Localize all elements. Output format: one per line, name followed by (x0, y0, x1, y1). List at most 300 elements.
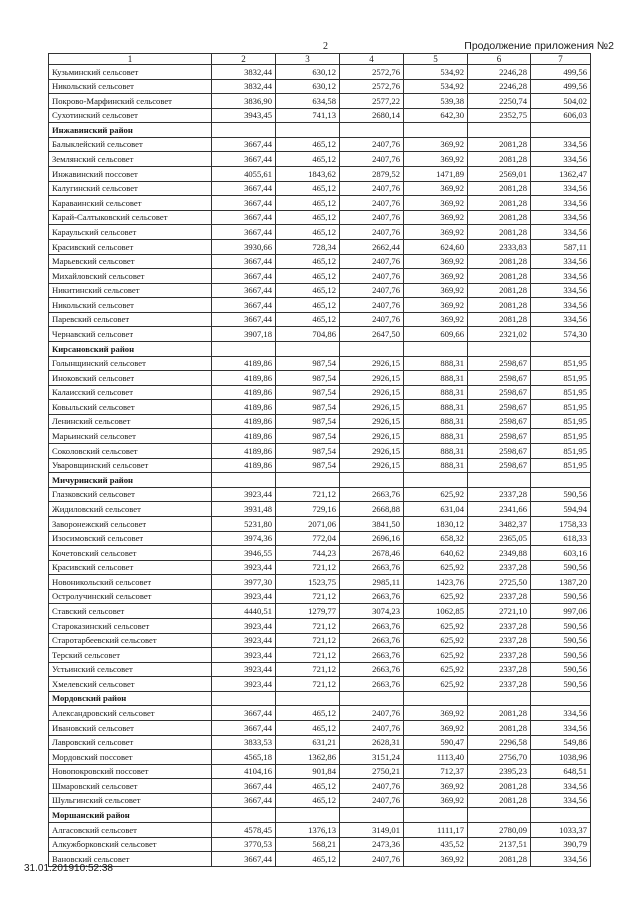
empty-cell (468, 123, 531, 138)
table-row (49, 575, 591, 590)
value-cell: 369,92 (404, 152, 468, 167)
value-cell: 987,54 (276, 429, 340, 444)
settlement-name: Соколовский сельсовет (49, 444, 212, 459)
value-cell: 568,21 (276, 837, 340, 852)
settlement-name: Красивский сельсовет (49, 560, 212, 575)
table-row (49, 458, 591, 473)
settlement-name: Покрово-Марфинский сельсовет (49, 94, 212, 109)
value-cell: 590,56 (531, 560, 591, 575)
value-cell: 2333,83 (468, 239, 531, 254)
value-cell: 2407,76 (340, 181, 404, 196)
settlement-name: Александровский сельсовет (49, 706, 212, 721)
settlement-name: Караульский сельсовет (49, 225, 212, 240)
settlement-name: Чернавский сельсовет (49, 327, 212, 342)
empty-cell (276, 473, 340, 488)
value-cell: 539,38 (404, 94, 468, 109)
value-cell: 334,56 (531, 312, 591, 327)
table-row (49, 181, 591, 196)
value-cell: 2081,28 (468, 298, 531, 313)
value-cell: 465,12 (276, 210, 340, 225)
value-cell: 2569,01 (468, 167, 531, 182)
value-cell: 4440,51 (212, 604, 276, 619)
value-cell: 4189,86 (212, 414, 276, 429)
value-cell: 3923,44 (212, 677, 276, 692)
settlement-name: Красивский сельсовет (49, 239, 212, 254)
empty-cell (531, 341, 591, 356)
value-cell: 369,92 (404, 196, 468, 211)
value-cell: 3667,44 (212, 852, 276, 867)
table-row (49, 750, 591, 765)
table-row (49, 662, 591, 677)
value-cell: 2337,28 (468, 677, 531, 692)
value-cell: 2407,76 (340, 210, 404, 225)
table-row (49, 502, 591, 517)
value-cell: 4578,45 (212, 823, 276, 838)
value-cell: 4189,86 (212, 429, 276, 444)
value-cell: 465,12 (276, 137, 340, 152)
empty-cell (276, 123, 340, 138)
district-name: Кирсановский район (49, 341, 212, 356)
settlement-name: Жидиловский сельсовет (49, 502, 212, 517)
value-cell: 1387,20 (531, 575, 591, 590)
value-cell: 369,92 (404, 852, 468, 867)
value-cell: 2572,76 (340, 65, 404, 80)
settlement-name: Шмаровский сельсовет (49, 779, 212, 794)
column-header: 6 (468, 54, 531, 65)
settlement-name: Калугинский сельсовет (49, 181, 212, 196)
value-cell: 2926,15 (340, 429, 404, 444)
value-cell: 2662,44 (340, 239, 404, 254)
value-cell: 3930,66 (212, 239, 276, 254)
empty-cell (468, 341, 531, 356)
value-cell: 590,47 (404, 735, 468, 750)
value-cell: 3832,44 (212, 79, 276, 94)
value-cell: 3667,44 (212, 283, 276, 298)
value-cell: 4189,86 (212, 356, 276, 371)
settlement-name: Новопокровский поссовет (49, 764, 212, 779)
table-row (49, 327, 591, 342)
value-cell: 334,56 (531, 298, 591, 313)
value-cell: 369,92 (404, 210, 468, 225)
value-cell: 2926,15 (340, 385, 404, 400)
settlement-name: Изосимовский сельсовет (49, 531, 212, 546)
table-row (49, 648, 591, 663)
table-row (49, 793, 591, 808)
value-cell: 888,31 (404, 444, 468, 459)
value-cell: 465,12 (276, 312, 340, 327)
value-cell: 625,92 (404, 618, 468, 633)
value-cell: 4104,16 (212, 764, 276, 779)
value-cell: 888,31 (404, 356, 468, 371)
value-cell: 465,12 (276, 196, 340, 211)
table-row (49, 516, 591, 531)
value-cell: 2598,67 (468, 371, 531, 386)
value-cell: 606,03 (531, 108, 591, 123)
value-cell: 631,04 (404, 502, 468, 517)
value-cell: 2598,67 (468, 400, 531, 415)
settlement-name: Устьинский сельсовет (49, 662, 212, 677)
value-cell: 2696,16 (340, 531, 404, 546)
settlement-name: Землянский сельсовет (49, 152, 212, 167)
value-cell: 721,12 (276, 677, 340, 692)
value-cell: 2407,76 (340, 298, 404, 313)
value-cell: 3836,90 (212, 94, 276, 109)
value-cell: 1830,12 (404, 516, 468, 531)
value-cell: 625,92 (404, 633, 468, 648)
value-cell: 2407,76 (340, 269, 404, 284)
value-cell: 594,94 (531, 502, 591, 517)
value-cell: 888,31 (404, 429, 468, 444)
value-cell: 369,92 (404, 721, 468, 736)
column-header: 5 (404, 54, 468, 65)
value-cell: 2246,28 (468, 65, 531, 80)
table-row (49, 560, 591, 575)
value-cell: 334,56 (531, 706, 591, 721)
empty-cell (276, 808, 340, 823)
value-cell: 465,12 (276, 721, 340, 736)
value-cell: 987,54 (276, 414, 340, 429)
value-cell: 658,32 (404, 531, 468, 546)
value-cell: 631,21 (276, 735, 340, 750)
empty-cell (340, 123, 404, 138)
table-row (49, 837, 591, 852)
settlement-name: Сухотинский сельсовет (49, 108, 212, 123)
value-cell: 3923,44 (212, 662, 276, 677)
empty-cell (404, 808, 468, 823)
value-cell: 2407,76 (340, 793, 404, 808)
value-cell: 888,31 (404, 385, 468, 400)
value-cell: 2572,76 (340, 79, 404, 94)
value-cell: 3923,44 (212, 487, 276, 502)
empty-cell (531, 123, 591, 138)
value-cell: 2395,23 (468, 764, 531, 779)
value-cell: 2663,76 (340, 662, 404, 677)
value-cell: 2668,88 (340, 502, 404, 517)
value-cell: 1113,40 (404, 750, 468, 765)
table-header-row (49, 54, 591, 65)
value-cell: 3667,44 (212, 269, 276, 284)
value-cell: 3074,23 (340, 604, 404, 619)
value-cell: 888,31 (404, 400, 468, 415)
value-cell: 2081,28 (468, 210, 531, 225)
settlement-name: Алгасовский сельсовет (49, 823, 212, 838)
value-cell: 1362,47 (531, 167, 591, 182)
value-cell: 1111,17 (404, 823, 468, 838)
value-cell: 2473,36 (340, 837, 404, 852)
value-cell: 3977,30 (212, 575, 276, 590)
value-cell: 590,56 (531, 677, 591, 692)
value-cell: 634,58 (276, 94, 340, 109)
value-cell: 3841,50 (340, 516, 404, 531)
value-cell: 2337,28 (468, 560, 531, 575)
district-name: Мичуринский район (49, 473, 212, 488)
table-row (49, 706, 591, 721)
value-cell: 465,12 (276, 181, 340, 196)
value-cell: 1758,33 (531, 516, 591, 531)
value-cell: 369,92 (404, 312, 468, 327)
value-cell: 851,95 (531, 385, 591, 400)
value-cell: 2081,28 (468, 152, 531, 167)
value-cell: 3667,44 (212, 779, 276, 794)
settlement-name: Алкужборковский сельсовет (49, 837, 212, 852)
value-cell: 1376,13 (276, 823, 340, 838)
table-row (49, 721, 591, 736)
table-row (49, 385, 591, 400)
value-cell: 625,92 (404, 677, 468, 692)
value-cell: 334,56 (531, 210, 591, 225)
value-cell: 465,12 (276, 254, 340, 269)
value-cell: 1038,96 (531, 750, 591, 765)
value-cell: 2663,76 (340, 487, 404, 502)
value-cell: 625,92 (404, 589, 468, 604)
value-cell: 334,56 (531, 283, 591, 298)
value-cell: 3667,44 (212, 721, 276, 736)
empty-cell (404, 123, 468, 138)
value-cell: 2598,67 (468, 444, 531, 459)
empty-cell (404, 691, 468, 706)
value-cell: 334,56 (531, 196, 591, 211)
value-cell: 3667,44 (212, 196, 276, 211)
value-cell: 4565,18 (212, 750, 276, 765)
value-cell: 987,54 (276, 385, 340, 400)
value-cell: 334,56 (531, 152, 591, 167)
value-cell: 3974,36 (212, 531, 276, 546)
value-cell: 609,66 (404, 327, 468, 342)
settlement-name: Староказинский сельсовет (49, 618, 212, 633)
value-cell: 772,04 (276, 531, 340, 546)
value-cell: 2296,58 (468, 735, 531, 750)
value-cell: 465,12 (276, 706, 340, 721)
value-cell: 2081,28 (468, 181, 531, 196)
value-cell: 2081,28 (468, 254, 531, 269)
settlement-name: Балыклейский сельсовет (49, 137, 212, 152)
value-cell: 369,92 (404, 706, 468, 721)
table-row (49, 633, 591, 648)
settlement-name: Иноковский сельсовет (49, 371, 212, 386)
table-row (49, 298, 591, 313)
settlement-name: Хмелевский сельсовет (49, 677, 212, 692)
settlement-name: Новоникольский сельсовет (49, 575, 212, 590)
district-name: Моршанский район (49, 808, 212, 823)
value-cell: 640,62 (404, 546, 468, 561)
value-cell: 465,12 (276, 269, 340, 284)
value-cell: 2407,76 (340, 706, 404, 721)
empty-cell (404, 341, 468, 356)
value-cell: 2598,67 (468, 429, 531, 444)
value-cell: 2926,15 (340, 414, 404, 429)
settlement-name: Уваровщинский сельсовет (49, 458, 212, 473)
value-cell: 334,56 (531, 254, 591, 269)
value-cell: 465,12 (276, 779, 340, 794)
table-row (49, 225, 591, 240)
table-row (49, 210, 591, 225)
value-cell: 3923,44 (212, 648, 276, 663)
value-cell: 3667,44 (212, 210, 276, 225)
value-cell: 3923,44 (212, 633, 276, 648)
value-cell: 2926,15 (340, 371, 404, 386)
table-row (49, 618, 591, 633)
value-cell: 2598,67 (468, 458, 531, 473)
value-cell: 5231,80 (212, 516, 276, 531)
value-cell: 2598,67 (468, 385, 531, 400)
table-row (49, 487, 591, 502)
settlement-name: Марьинский сельсовет (49, 429, 212, 444)
table-row (49, 65, 591, 80)
empty-cell (340, 808, 404, 823)
district-row (49, 691, 591, 706)
column-header: 2 (212, 54, 276, 65)
value-cell: 2081,28 (468, 225, 531, 240)
settlement-name: Терский сельсовет (49, 648, 212, 663)
value-cell: 465,12 (276, 298, 340, 313)
value-cell: 590,56 (531, 633, 591, 648)
table-row (49, 444, 591, 459)
value-cell: 3667,44 (212, 225, 276, 240)
tariff-table (48, 53, 591, 867)
value-cell: 987,54 (276, 458, 340, 473)
value-cell: 2663,76 (340, 648, 404, 663)
value-cell: 851,95 (531, 400, 591, 415)
value-cell: 2081,28 (468, 269, 531, 284)
value-cell: 2407,76 (340, 312, 404, 327)
column-header: 4 (340, 54, 404, 65)
value-cell: 1843,62 (276, 167, 340, 182)
value-cell: 2598,67 (468, 356, 531, 371)
value-cell: 334,56 (531, 181, 591, 196)
value-cell: 2081,28 (468, 793, 531, 808)
value-cell: 2407,76 (340, 137, 404, 152)
settlement-name: Лавровский сельсовет (49, 735, 212, 750)
value-cell: 2407,76 (340, 254, 404, 269)
settlement-name: Голынщинский сельсовет (49, 356, 212, 371)
value-cell: 369,92 (404, 283, 468, 298)
value-cell: 590,56 (531, 487, 591, 502)
value-cell: 3946,55 (212, 546, 276, 561)
table-row (49, 852, 591, 867)
value-cell: 1471,89 (404, 167, 468, 182)
district-name: Мордовский район (49, 691, 212, 706)
value-cell: 624,60 (404, 239, 468, 254)
value-cell: 2926,15 (340, 356, 404, 371)
value-cell: 4055,61 (212, 167, 276, 182)
value-cell: 2137,51 (468, 837, 531, 852)
value-cell: 465,12 (276, 225, 340, 240)
value-cell: 2721,10 (468, 604, 531, 619)
table-row (49, 779, 591, 794)
value-cell: 3770,53 (212, 837, 276, 852)
value-cell: 369,92 (404, 137, 468, 152)
table-row (49, 137, 591, 152)
table-row (49, 356, 591, 371)
value-cell: 574,30 (531, 327, 591, 342)
value-cell: 2663,76 (340, 560, 404, 575)
value-cell: 2678,46 (340, 546, 404, 561)
value-cell: 729,16 (276, 502, 340, 517)
value-cell: 2081,28 (468, 312, 531, 327)
table-row (49, 589, 591, 604)
value-cell: 2407,76 (340, 852, 404, 867)
empty-cell (340, 341, 404, 356)
value-cell: 1523,75 (276, 575, 340, 590)
table-row (49, 108, 591, 123)
value-cell: 334,56 (531, 721, 591, 736)
value-cell: 851,95 (531, 444, 591, 459)
value-cell: 2985,11 (340, 575, 404, 590)
empty-cell (468, 473, 531, 488)
value-cell: 888,31 (404, 371, 468, 386)
value-cell: 4189,86 (212, 385, 276, 400)
table-row (49, 677, 591, 692)
value-cell: 2663,76 (340, 589, 404, 604)
value-cell: 2926,15 (340, 458, 404, 473)
value-cell: 2250,74 (468, 94, 531, 109)
value-cell: 465,12 (276, 793, 340, 808)
value-cell: 721,12 (276, 589, 340, 604)
value-cell: 590,56 (531, 662, 591, 677)
settlement-name: Заворонежский сельсовет (49, 516, 212, 531)
table-row (49, 167, 591, 182)
value-cell: 851,95 (531, 356, 591, 371)
value-cell: 997,06 (531, 604, 591, 619)
settlement-name: Ивановский сельсовет (49, 721, 212, 736)
value-cell: 590,56 (531, 589, 591, 604)
table-row (49, 269, 591, 284)
value-cell: 741,13 (276, 108, 340, 123)
value-cell: 2756,70 (468, 750, 531, 765)
value-cell: 721,12 (276, 662, 340, 677)
value-cell: 987,54 (276, 400, 340, 415)
table-row (49, 94, 591, 109)
value-cell: 2321,02 (468, 327, 531, 342)
value-cell: 2407,76 (340, 283, 404, 298)
value-cell: 369,92 (404, 181, 468, 196)
value-cell: 2598,67 (468, 414, 531, 429)
value-cell: 2337,28 (468, 487, 531, 502)
table-row (49, 239, 591, 254)
table-row (49, 371, 591, 386)
value-cell: 3151,24 (340, 750, 404, 765)
value-cell: 2577,22 (340, 94, 404, 109)
value-cell: 2926,15 (340, 400, 404, 415)
value-cell: 2337,28 (468, 618, 531, 633)
value-cell: 618,33 (531, 531, 591, 546)
value-cell: 642,30 (404, 108, 468, 123)
value-cell: 728,34 (276, 239, 340, 254)
value-cell: 3149,01 (340, 823, 404, 838)
value-cell: 2407,76 (340, 152, 404, 167)
value-cell: 1423,76 (404, 575, 468, 590)
table-row (49, 254, 591, 269)
value-cell: 2407,76 (340, 721, 404, 736)
value-cell: 625,92 (404, 662, 468, 677)
value-cell: 625,92 (404, 560, 468, 575)
value-cell: 2407,76 (340, 225, 404, 240)
value-cell: 2879,52 (340, 167, 404, 182)
table-row (49, 414, 591, 429)
value-cell: 704,86 (276, 327, 340, 342)
value-cell: 721,12 (276, 618, 340, 633)
value-cell: 2663,76 (340, 618, 404, 633)
value-cell: 2725,50 (468, 575, 531, 590)
value-cell: 721,12 (276, 487, 340, 502)
value-cell: 630,12 (276, 79, 340, 94)
empty-cell (276, 341, 340, 356)
table-row (49, 283, 591, 298)
value-cell: 2663,76 (340, 633, 404, 648)
value-cell: 888,31 (404, 458, 468, 473)
value-cell: 499,56 (531, 79, 591, 94)
value-cell: 3923,44 (212, 589, 276, 604)
